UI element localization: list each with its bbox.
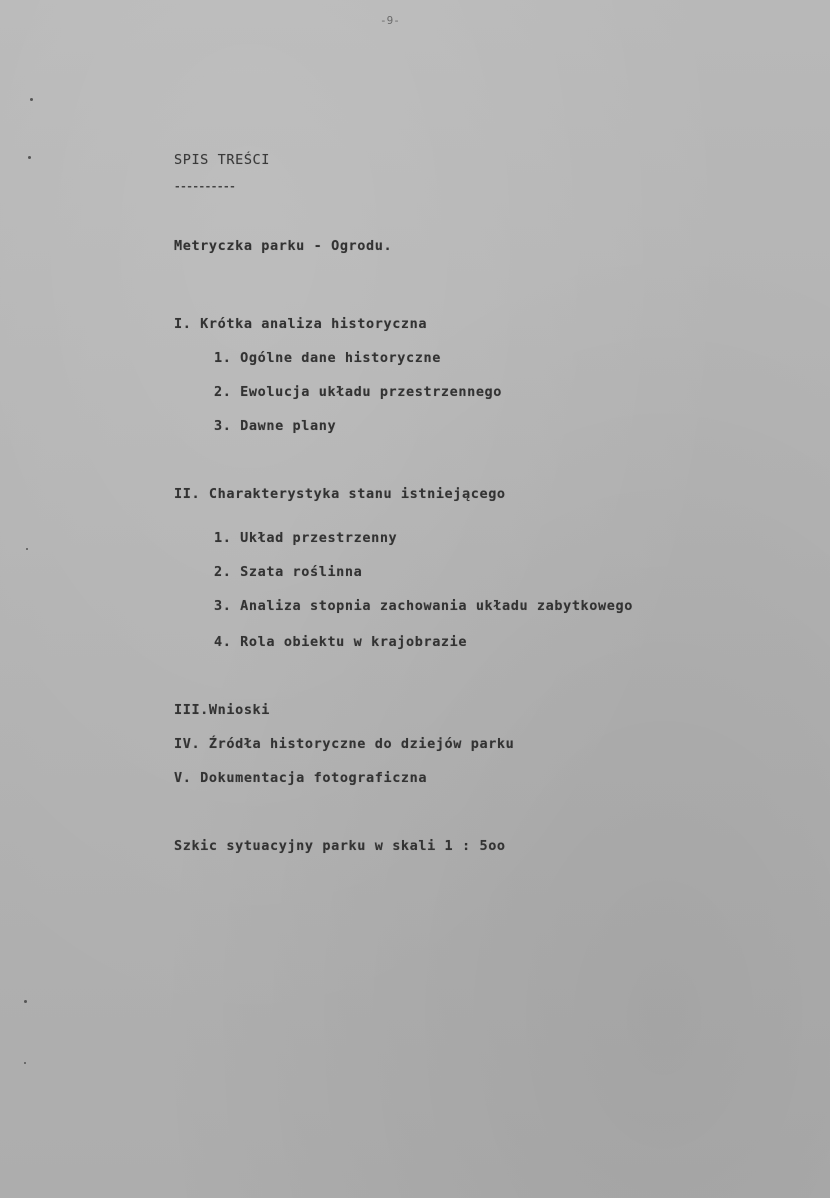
toc-subitem: 3. Dawne plany	[214, 418, 337, 434]
toc-subitem: 1. Układ przestrzenny	[214, 530, 398, 546]
scan-speck	[28, 156, 31, 159]
toc-subitem: 2. Szata roślinna	[214, 564, 363, 580]
toc-closing: Szkic sytuacyjny parku w skali 1 : 5oo	[174, 838, 506, 854]
toc-subitem: 1. Ogólne dane historyczne	[214, 350, 441, 366]
toc-subitem: 2. Ewolucja układu przestrzennego	[214, 384, 503, 400]
page-title: SPIS TREŚCI	[174, 152, 271, 168]
scan-speck	[26, 548, 28, 550]
toc-intro: Metryczka parku - Ogrodu.	[174, 238, 393, 254]
toc-section-ii: II. Charakterystyka stanu istniejącego	[174, 486, 506, 502]
toc-subitem: 3. Analiza stopnia zachowania układu zabytkowego	[214, 598, 633, 614]
toc-section-iii: III.Wnioski	[174, 702, 271, 718]
scan-speck	[24, 1000, 27, 1003]
scan-speck	[30, 98, 33, 101]
page-number-marker: -9-	[380, 14, 400, 27]
toc-section-iv: IV. Źródła historyczne do dziejów parku	[174, 736, 515, 752]
toc-subitem: 4. Rola obiektu w krajobrazie	[214, 634, 468, 650]
toc-section-v: V. Dokumentacja fotograficzna	[174, 770, 428, 786]
title-underline: ----------	[174, 180, 236, 193]
toc-section-i: I. Krótka analiza historyczna	[174, 316, 428, 332]
scan-speck	[24, 1062, 26, 1064]
